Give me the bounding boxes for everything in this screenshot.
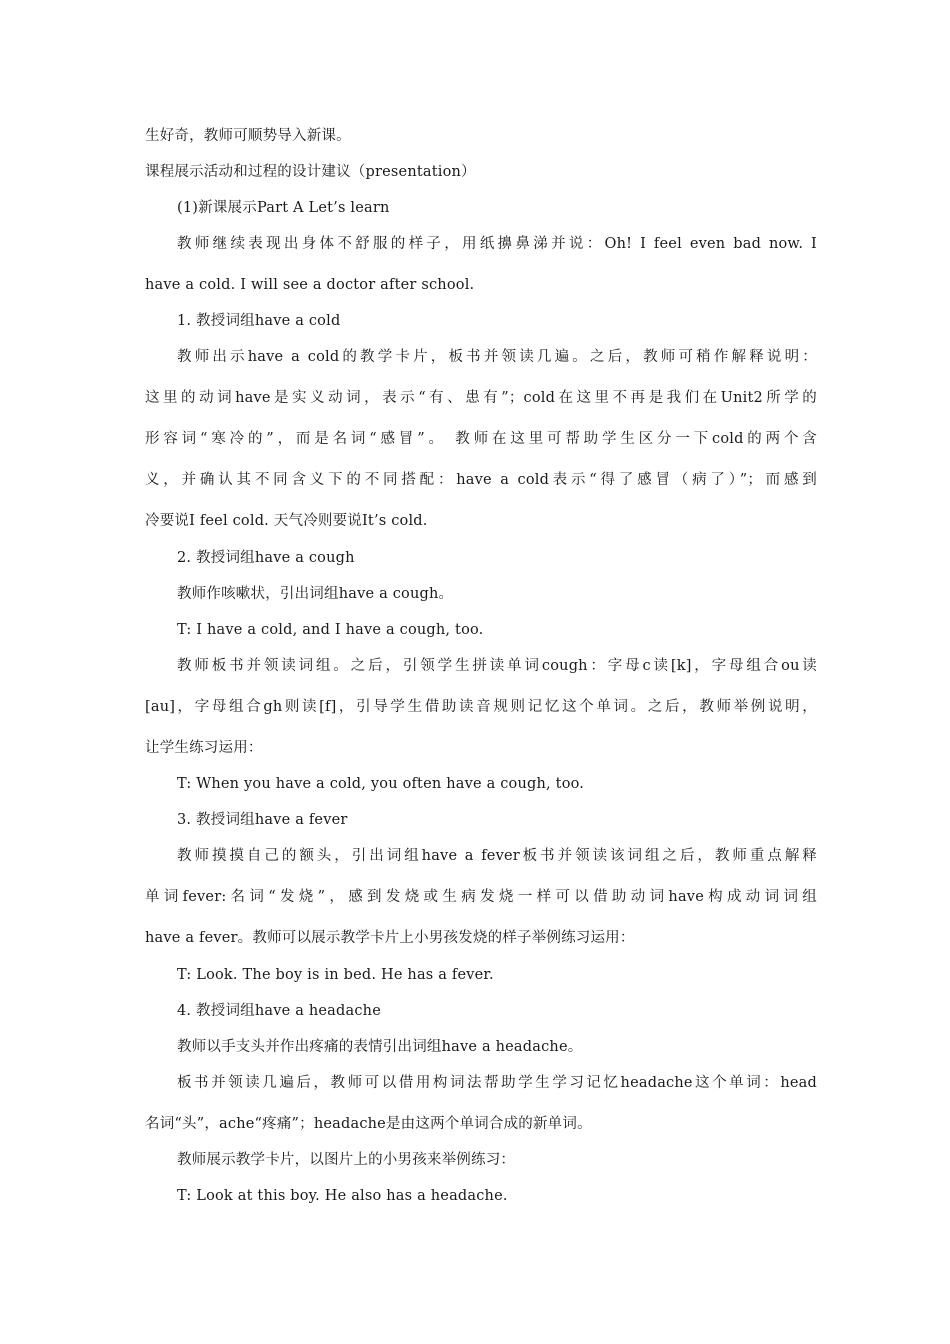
list-heading: 1. 教授词组have a cold: [177, 313, 341, 329]
text-line: 教师摸摸自己的额头，引出词组have a fever板书并领读该词组之后，教师重点解释: [177, 848, 817, 864]
text-line: 义，并确认其不同含义下的不同搭配：have a cold表示“得了感冒（病了）”；而感到: [145, 472, 817, 488]
text-line: 单词fever:名词“发烧”，感到发烧或生病发烧一样可以借助动词have构成动词词组: [145, 889, 817, 905]
text-line: 教师作咳嗽状，引出词组have a cough。: [177, 586, 454, 602]
text-line: 教师以手支头并作出疼痛的表情引出词组have a headache。: [177, 1039, 583, 1055]
text-line: 生好奇，教师可顺势导入新课。: [145, 128, 351, 144]
dialogue-line: T: I have a cold, and I have a cough, too.: [177, 622, 484, 638]
dialogue-line: T: When you have a cold, you often have a cough, too.: [177, 776, 585, 792]
text-line: [au]，字母组合gh则读[f]，引导学生借助读音规则记忆这个单词。之后，教师举例说明，: [145, 699, 817, 715]
list-heading: 2. 教授词组have a cough: [177, 550, 355, 566]
text-line: have a cold. I will see a doctor after school.: [145, 277, 475, 293]
list-heading: 3. 教授词组have a fever: [177, 812, 348, 828]
text-line: have a fever。教师可以展示教学卡片上小男孩发烧的样子举例练习运用：: [145, 930, 635, 946]
text-line: 形容词“寒冷的”，而是名词“感冒”。 教师在这里可帮助学生区分一下cold的两个含: [145, 431, 817, 447]
subsection-heading: (1)新课展示Part A Let’s learn: [177, 200, 390, 216]
text-line: 教师板书并领读词组。之后，引领学生拼读单词cough：字母c读[k]，字母组合ou读: [177, 658, 817, 674]
list-heading: 4. 教授词组have a headache: [177, 1003, 381, 1019]
text-line: 板书并领读几遍后，教师可以借用构词法帮助学生学习记忆headache这个单词：head: [177, 1075, 817, 1091]
dialogue-line: T: Look. The boy is in bed. He has a fever.: [177, 967, 494, 983]
text-line: 教师继续表现出身体不舒服的样子，用纸擤鼻涕并说：Oh! I feel even bad now. I: [177, 236, 817, 252]
section-heading: 课程展示活动和过程的设计建议（presentation）: [145, 164, 476, 180]
text-line: 名词“头”，ache“疼痛”；headache是由这两个单词合成的新单词。: [145, 1116, 592, 1132]
text-line: 让学生练习运用：: [145, 740, 263, 756]
text-line: 教师展示教学卡片，以图片上的小男孩来举例练习：: [177, 1152, 516, 1168]
text-line: 这里的动词have是实义动词，表示“有、患有”；cold在这里不再是我们在Unit2所学的: [145, 390, 817, 406]
dialogue-line: T: Look at this boy. He also has a headache.: [177, 1188, 508, 1204]
text-line: 冷要说I feel cold. 天气冷则要说It’s cold.: [145, 513, 428, 529]
text-line: 教师出示have a cold的教学卡片，板书并领读几遍。之后，教师可稍作解释说明：: [177, 349, 817, 365]
